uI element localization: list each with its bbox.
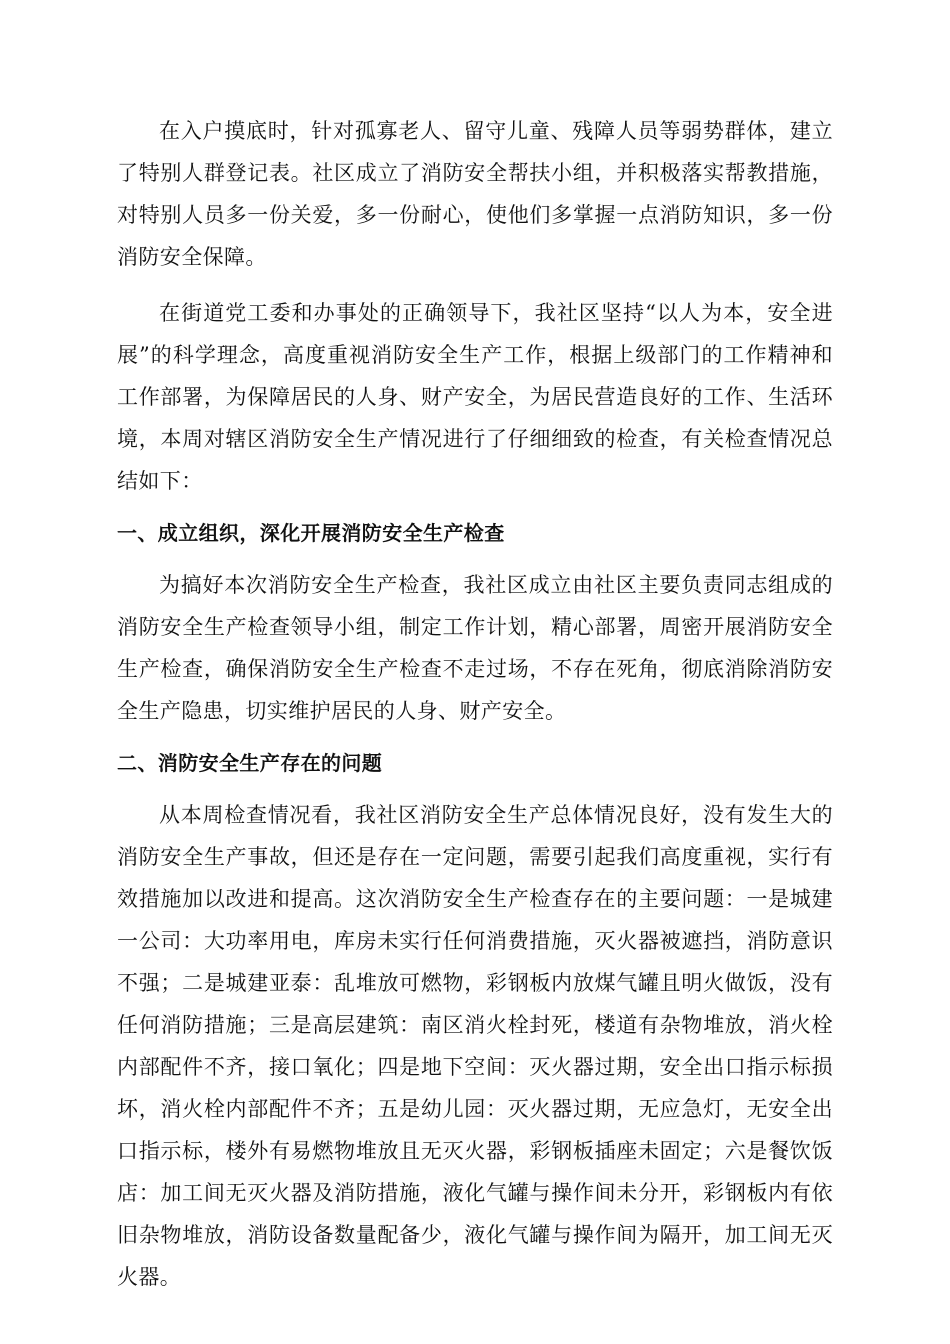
paragraph-organization: 为搞好本次消防安全生产检查，我社区成立由社区主要负责同志组成的消防安全生产检查领导小组，制定工作计划，精心部署，周密开展消防安全生产检查，确保消防安全生产检查不走过场，不存在死角，彻底消除消防安全生产隐患，切实维护居民的人身、财产安全。 — [117, 573, 833, 723]
section-heading-organization: 一、成立组织，深化开展消防安全生产检查 — [117, 521, 505, 545]
paragraph-problems: 从本周检查情况看，我社区消防安全生产总体情况良好，没有发生大的消防安全生产事故，但还是存在一定问题，需要引起我们高度重视，实行有效措施加以改进和提高。这次消防安全生产检查存在的主要问题：一是城建一公司：大功率用电，库房未实行任何消费措施，灭火器被遮挡，消防意识不强；二是城建亚泰：乱堆放可燃物，彩钢板内放煤气罐且明火做饭，没有任何消防措施；三是高层建筑：南区消火栓封死，楼道有杂物堆放，消火栓内部配件不齐，接口氧化；四是地下空间：灭火器过期，安全出口指示标损坏，消火栓内部配件不齐；五是幼儿园：灭火器过期，无应急灯，无安全出口指示标，楼外有易燃物堆放且无灭火器，彩钢板插座未固定；六是餐饮饭店：加工间无灭火器及消防措施，液化气罐与操作间未分开，彩钢板内有依旧杂物堆放，消防设备数量配备少，液化气罐与操作间为隔开，加工间无灭火器。 — [117, 803, 833, 1289]
document-page — [117, 110, 833, 1298]
paragraph-introduction: 在街道党工委和办事处的正确领导下，我社区坚持“以人为本，安全进展”的科学理念，高度重视消防安全生产工作，根据上级部门的工作精神和工作部署，为保障居民的人身、财产安全，为居民营造良好的工作、生活环境，本周对辖区消防安全生产情况进行了仔细细致的检查，有关检查情况总结如下： — [117, 301, 833, 493]
paragraph-special-groups: 在入户摸底时，针对孤寡老人、留守儿童、残障人员等弱势群体，建立了特别人群登记表。社区成立了消防安全帮扶小组，并积极落实帮教措施，对特别人员多一份关爱，多一份耐心，使他们多掌握一点消防知识，多一份消防安全保障。 — [117, 119, 833, 269]
section-heading-problems: 二、消防安全生产存在的问题 — [117, 751, 383, 775]
